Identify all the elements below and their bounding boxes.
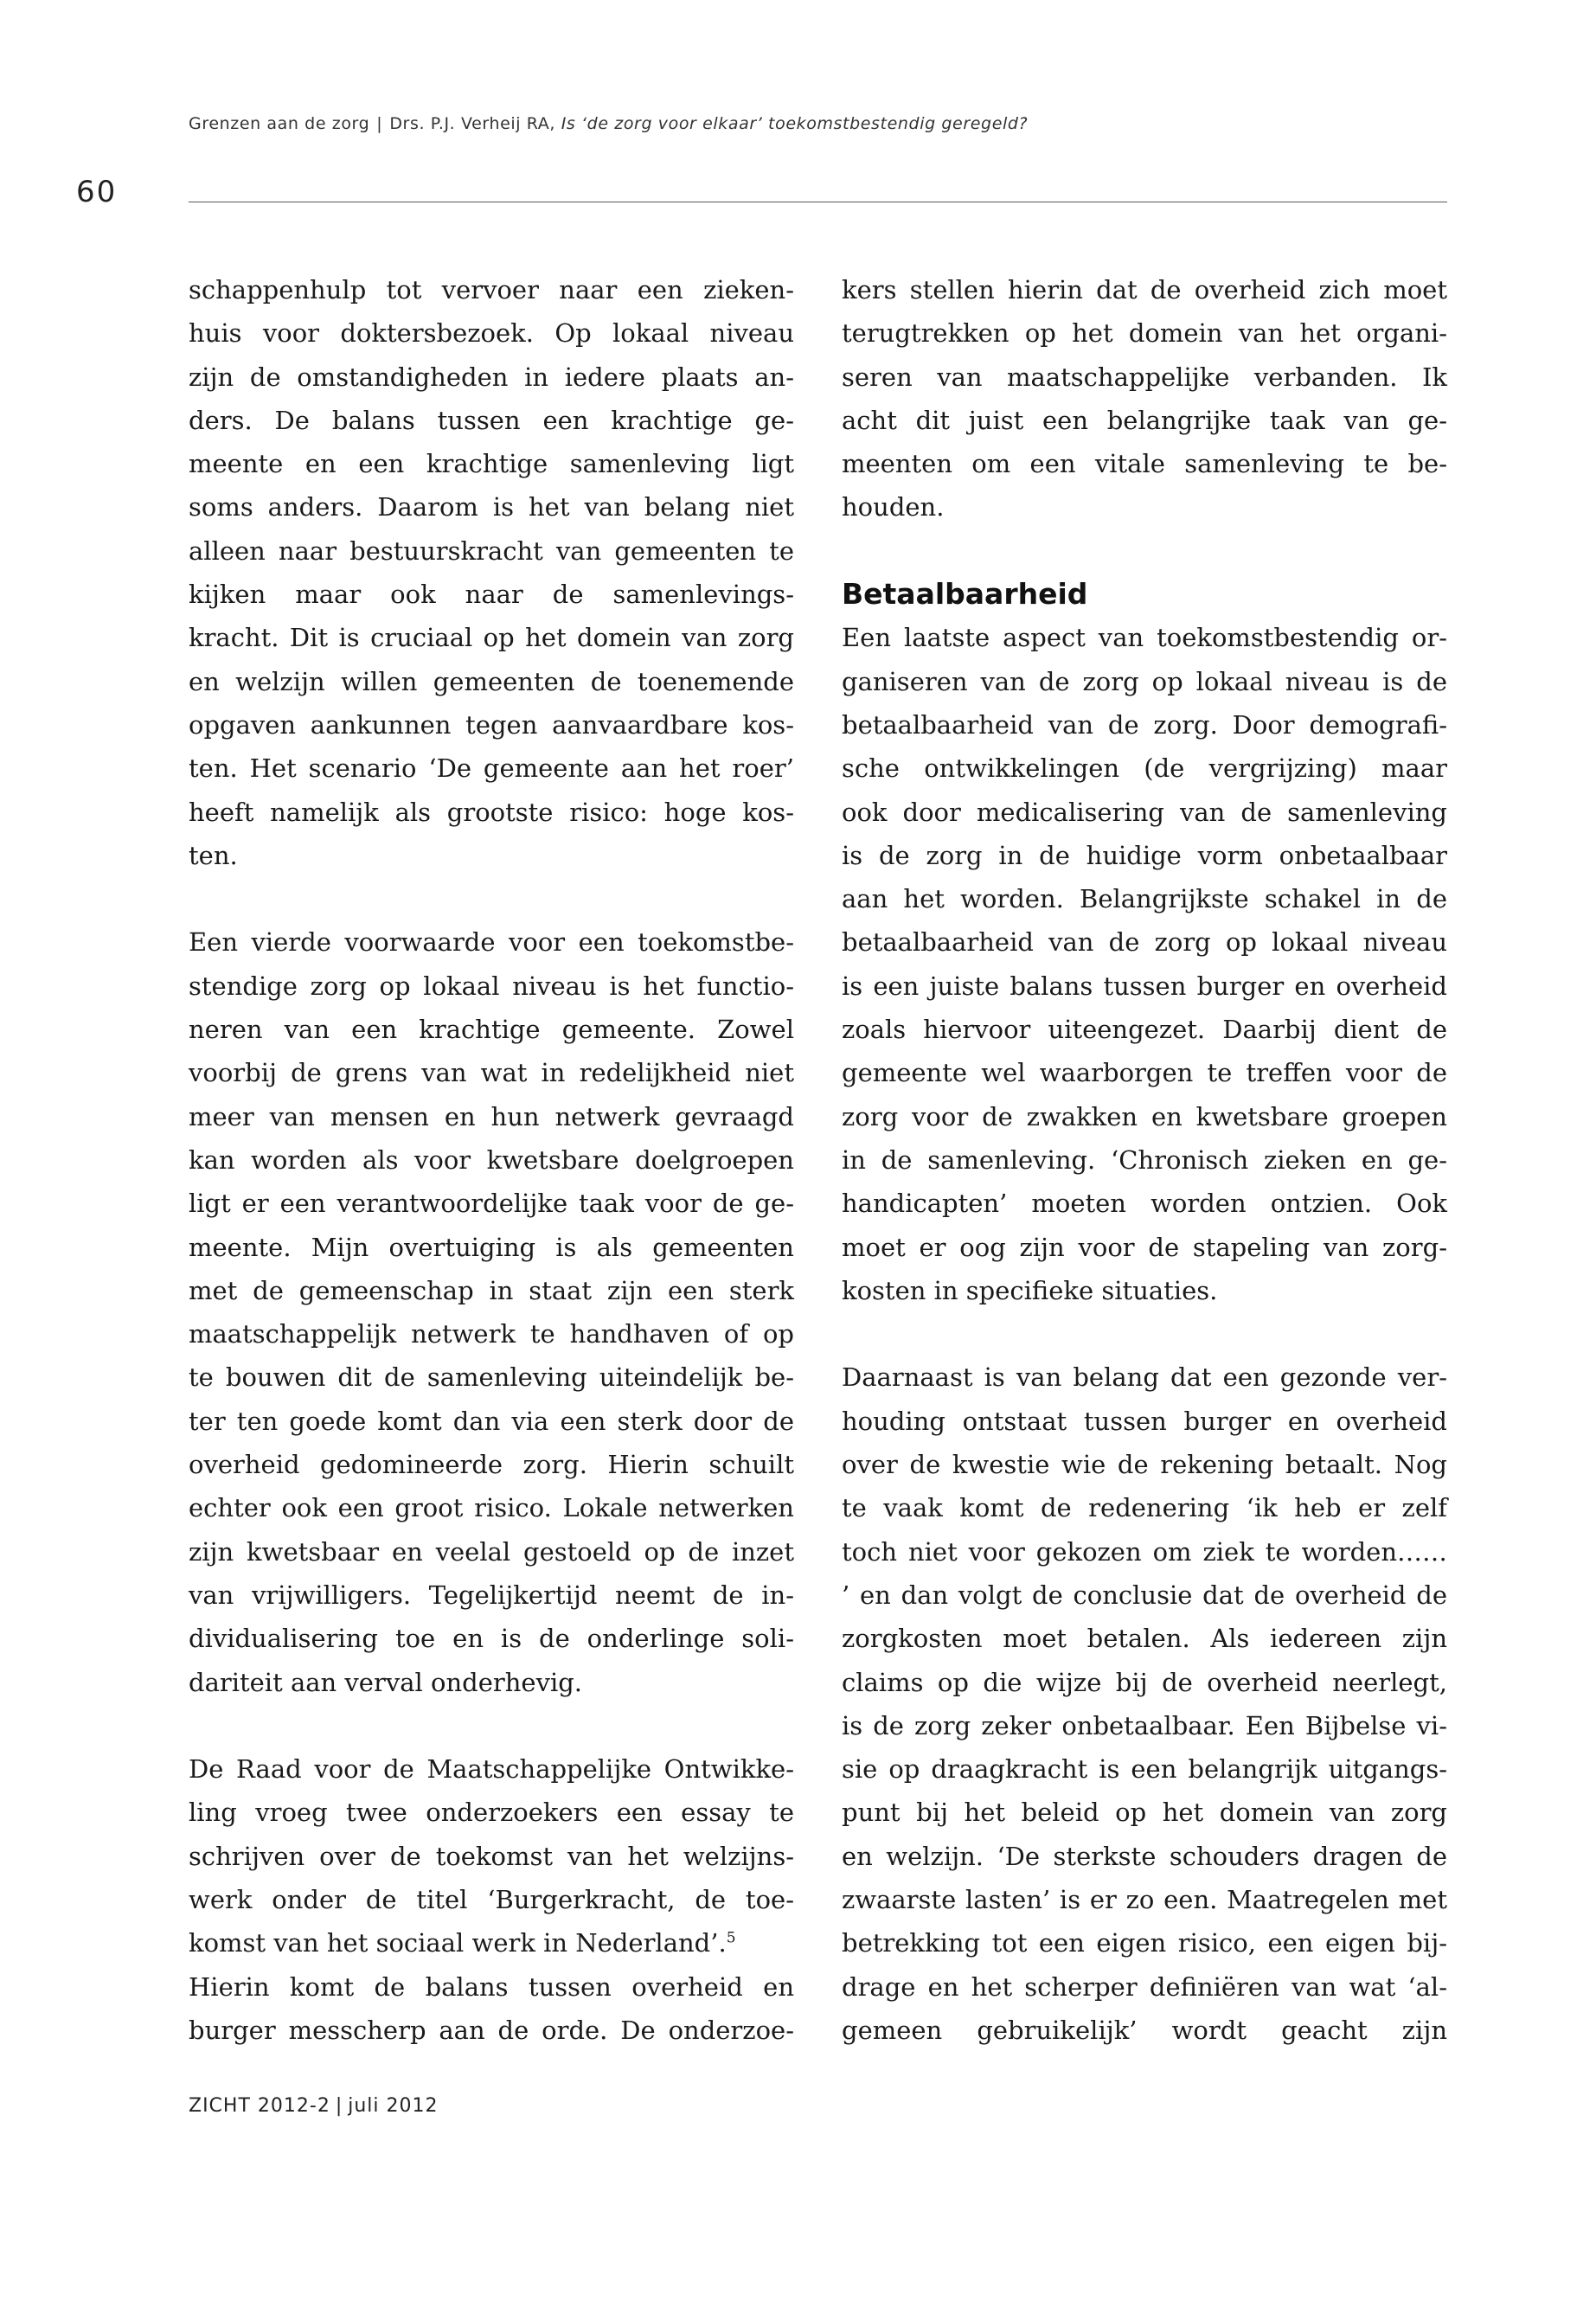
text-line: zijn de omstandigheden in iedere plaats an- [189,362,794,392]
text-line: heeft namelijk als grootste risico: hoge kos- [189,797,794,827]
text-line: sche ontwikkelingen (de vergrijzing) maar [842,753,1447,784]
text-line: kers stellen hierin dat de overheid zich moet [842,275,1447,304]
text-line: kan worden als voor kwetsbare doelgroepen [189,1144,794,1175]
header-author: Drs. P.J. Verheij RA, [389,114,556,133]
text-line: sie op draagkracht is een belangrijk uitgangs- [842,1754,1447,1785]
text-line: huis voor doktersbezoek. Op lokaal niveau [189,318,794,349]
text-line: ter ten goede komt dan via een sterk door de [189,1406,794,1436]
text-line: burger messcherp aan de orde. De onderzoe- [189,2015,794,2045]
footer-date: juli 2012 [348,2095,439,2117]
text-line: houden. [842,492,945,522]
text-line: ten. [189,840,238,870]
header-separator: | [376,114,383,133]
text-line: seren van maatschappelijke verbanden. Ik [842,362,1447,392]
text-line: ders. De balans tussen een krachtige ge- [189,405,794,435]
text-line: kijken maar ook naar de samenlevings- [189,580,794,610]
text-line: De Raad voor de Maatschappelijke Ontwikke- [189,1754,794,1785]
text-line: over de kwestie wie de rekening betaalt. Nog [842,1450,1447,1480]
paragraph-gap [842,1312,1447,1356]
left-column [189,268,794,2052]
text-line: van vrijwilligers. Tegelijkertijd neemt de in- [189,1580,794,1610]
running-header [189,114,1028,133]
text-line: houding ontstaat tussen burger en overheid [842,1406,1447,1436]
text-line: kracht. Dit is cruciaal op het domein van zorg [189,623,794,653]
text-line: voorbij de grens van wat in redelijkheid niet [189,1058,794,1088]
text-line: Een laatste aspect van toekomstbestendig or- [842,623,1447,653]
text-line: betrekking tot een eigen risico, een eigen bij- [842,1928,1447,1958]
text-line: meente. Mijn overtuiging is als gemeenten [189,1232,794,1262]
paragraph-gap [189,1704,794,1747]
text-line: punt bij het beleid op het domein van zorg [842,1798,1447,1828]
text-line: overheid gedomineerde zorg. Hierin schuilt [189,1450,794,1480]
text-line: gemeen gebruikelijk’ wordt geacht zijn [842,2015,1447,2045]
text-line: zoals hiervoor uiteengezet. Daarbij dient de [842,1015,1447,1045]
text-line: ling vroeg twee onderzoekers een essay te [189,1798,794,1828]
text-line: neren van een krachtige gemeente. Zowel [189,1015,794,1045]
text-line: zwaarste lasten’ is er zo een. Maatregelen met [842,1884,1447,1914]
text-line: Een vierde voorwaarde voor een toekomstbe- [189,927,794,958]
text-line: drage en het scherper definiëren van wat ‘al- [842,1971,1447,2002]
left-paragraph-1 [189,268,794,877]
text-line: meenten om een vitale samenleving te be- [842,449,1447,479]
text-line: handicapten’ moeten worden ontzien. Ook [842,1189,1447,1219]
text-line: te vaak komt de redenering ‘ik heb er zelf [842,1493,1447,1523]
text-line: in de samenleving. ‘Chronisch zieken en ge- [842,1144,1447,1175]
text-line: betaalbaarheid van de zorg op lokaal niveau [842,927,1447,958]
text-line: is de zorg in de huidige vorm onbetaalbaar [842,840,1447,870]
text-line: moet er oog zijn voor de stapeling van zorg- [842,1232,1447,1262]
text-line: meer van mensen en hun netwerk gevraagd [189,1101,794,1131]
section-heading: Betaalbaarheid [842,577,1088,612]
text-line: Hierin komt de balans tussen overheid en [189,1971,794,2002]
text-line: is de zorg zeker onbetaalbaar. Een Bijbelse vi- [842,1710,1447,1740]
text-line: opgaven aankunnen tegen aanvaardbare kos- [189,709,794,740]
text-line: meente en een krachtige samenleving ligt [189,449,794,479]
text-line: dariteit aan verval onderhevig. [189,1667,583,1697]
text-line: ten. Het scenario ‘De gemeente aan het roer’ [189,753,794,784]
text-line: soms anders. Daarom is het van belang niet [189,492,794,522]
text-line: toch niet voor gekozen om ziek te worden…… [842,1536,1447,1567]
left-paragraph-3 [189,1747,794,2052]
header-series: Grenzen aan de zorg [189,114,370,133]
header-article-title: Is ‘de zorg voor elkaar’ toekomstbestendig geregeld? [561,114,1029,133]
text-line: dividualisering toe en is de onderlinge soli- [189,1624,794,1654]
text-line: komst van het sociaal werk in Nederland’. [189,1928,727,1958]
page-number: 60 [76,175,118,209]
text-line: en welzijn. ‘De sterkste schouders dragen de [842,1841,1447,1871]
text-line: is een juiste balans tussen burger en overheid [842,971,1447,1001]
right-paragraph-3 [842,1356,1447,2052]
text-line: acht dit juist een belangrijke taak van ge- [842,405,1447,435]
text-line: terugtrekken op het domein van het organi- [842,318,1447,349]
footnote-reference[interactable]: 5 [726,1929,736,1947]
text-line: kosten in specifieke situaties. [842,1275,1218,1305]
right-column [842,268,1447,2052]
text-line: schrijven over de toekomst van het welzijns- [189,1841,794,1871]
text-line: claims op die wijze bij de overheid neerlegt, [842,1667,1447,1697]
text-line: maatschappelijk netwerk te handhaven of op [189,1319,794,1349]
text-line-with-footnote [189,1921,794,1965]
text-line: zorgkosten moet betalen. Als iedereen zijn [842,1624,1447,1654]
text-line: ganiseren van de zorg op lokaal niveau is de [842,666,1447,696]
text-line: te bouwen dit de samenleving uiteindelijk be- [189,1362,794,1393]
text-line: aan het worden. Belangrijkste schakel in de [842,884,1447,914]
text-line: zorg voor de zwakken en kwetsbare groepen [842,1101,1447,1131]
text-line: stendige zorg op lokaal niveau is het functio- [189,971,794,1001]
text-line: ’ en dan volgt de conclusie dat de overheid de [842,1580,1447,1610]
text-line: met de gemeenschap in staat zijn een sterk [189,1275,794,1305]
footer-separator: | [335,2095,343,2117]
text-line: betaalbaarheid van de zorg. Door demografi- [842,709,1447,740]
page-footer [189,2095,439,2117]
text-line: alleen naar bestuurskracht van gemeenten te [189,535,794,566]
paragraph-gap [189,877,794,920]
paragraph-gap [842,529,1447,573]
text-line: gemeente wel waarborgen te treffen voor de [842,1058,1447,1088]
right-paragraph-1 [842,268,1447,529]
text-line: Daarnaast is van belang dat een gezonde ver- [842,1362,1447,1393]
text-line: schappenhulp tot vervoer naar een zieken- [189,275,794,304]
text-line: en welzijn willen gemeenten de toenemende [189,666,794,696]
left-paragraph-2 [189,920,794,1703]
footer-journal: ZICHT 2012-2 [189,2095,330,2117]
text-line: ook door medicalisering van de samenleving [842,797,1447,827]
text-line: ligt er een verantwoordelijke taak voor de ge- [189,1189,794,1219]
right-paragraph-2 [842,616,1447,1312]
text-line: echter ook een groot risico. Lokale netwerken [189,1493,794,1523]
text-line: zijn kwetsbaar en veelal gestoeld op de inzet [189,1536,794,1567]
text-line: werk onder de titel ‘Burgerkracht, de toe- [189,1884,794,1914]
